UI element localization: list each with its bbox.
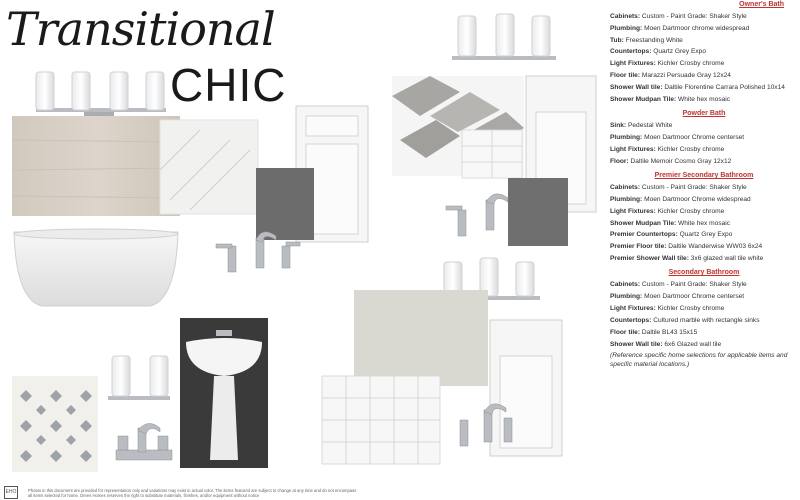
premier-secondary-heading: Premier Secondary Bathroom [654, 172, 754, 180]
carrara-marble-swatch [160, 120, 258, 214]
spec-line: Light Fixtures: Kichler Crosby chrome [610, 60, 725, 68]
spec-line: Plumbing: Moen Dartmoor Chrome centerset [610, 133, 745, 141]
spec-line: Light Fixtures: Kichler Crosby chrome [610, 305, 725, 313]
spec-line: Shower Wall tile: 6x6 Glazed wall tile [610, 340, 722, 348]
disclaimer-text: Photos in this document are provided for representation only and variations may exist in actual color. The items featured are subject to change at any time and do not encompass all items selected for home. Drees Homes reserves the right to substitute materials, finishes, and/or equipment without notice [28, 488, 357, 499]
spec-line: Sink: Pedestal White [610, 122, 673, 130]
owners-bath-heading: Owner's Bath [739, 1, 784, 8]
reference-note: (Reference specific home selections for applicable items and specific material locations.) [610, 352, 788, 368]
spec-line: Shower Mudpan Tile: White hex mosaic [610, 219, 731, 227]
spec-line: Plumbing: Moen Dartmoor chrome widespread [610, 24, 750, 32]
spec-line: Premier Floor tile: Daltile Wanderwise WW03 6x24 [610, 243, 763, 251]
spec-line: Floor tile: Marazzi Persuade Gray 12x24 [610, 72, 731, 80]
spec-line: Cabinets: Custom - Paint Grade: Shaker Style [610, 184, 747, 192]
spec-line: Floor tile: Daltile BL43 15x15 [610, 328, 698, 336]
spec-line: Premier Shower Wall tile: 3x6 glazed wall tile white [610, 254, 764, 262]
vanity-light-3-icon [452, 14, 556, 60]
title-script: Transitional [6, 2, 275, 56]
spec-line: Light Fixtures: Kichler Crosby chrome [610, 207, 725, 215]
square-wall-tile-swatch [322, 376, 440, 464]
subway-tile-swatch [462, 130, 522, 178]
spec-line: Shower Mudpan Tile: White hex mosaic [610, 95, 731, 103]
spec-line: Cabinets: Custom - Paint Grade: Shaker Style [610, 281, 747, 289]
quartz-countertop-swatch [256, 168, 314, 240]
powder-bath-heading: Powder Bath [682, 110, 726, 118]
widespread-faucet-3-icon [460, 404, 512, 446]
stone-floor-tile-swatch [354, 290, 488, 386]
specs-panel [608, 0, 800, 470]
shaker-cabinet-door-3-swatch [490, 320, 562, 456]
spec-line: Tub: Freestanding White [610, 36, 683, 44]
equal-housing-logo-icon: EHO [4, 486, 18, 499]
wood-floor-tile-swatch [12, 116, 180, 216]
spec-line: Plumbing: Moen Dartmoor Chrome widespread [610, 195, 751, 203]
widespread-faucet-2-icon [446, 194, 508, 236]
title-chic: CHIC [170, 59, 287, 111]
spec-line: Light Fixtures: Kichler Crosby chrome [610, 145, 725, 153]
spec-line: Countertops: Quartz Grey Expo [610, 48, 707, 56]
pedestal-sink-icon [180, 318, 268, 468]
vanity-light-4-icon [36, 72, 166, 122]
quartz-countertop-2-swatch [508, 178, 568, 246]
centerset-faucet-icon [116, 423, 172, 460]
spec-line: Cabinets: Custom - Paint Grade: Shaker Style [610, 12, 747, 20]
secondary-bathroom-heading: Secondary Bathroom [668, 269, 740, 277]
spec-line: Floor: Daltile Memoir Cosmo Gray 12x12 [610, 157, 732, 165]
patterned-floor-tile-swatch [12, 376, 98, 472]
spec-line: Premier Countertops: Quartz Grey Expo [610, 231, 733, 239]
spec-line: Plumbing: Moen Dartmoor Chrome centerset [610, 293, 745, 301]
spec-line: Shower Wall tile: Daltile Florentine Carrara Polished 10x14 [610, 83, 785, 91]
freestanding-tub-icon [14, 229, 178, 306]
spec-line: Countertops: Cultured marble with rectangle sinks [610, 316, 760, 324]
vanity-light-2-icon [108, 356, 170, 400]
